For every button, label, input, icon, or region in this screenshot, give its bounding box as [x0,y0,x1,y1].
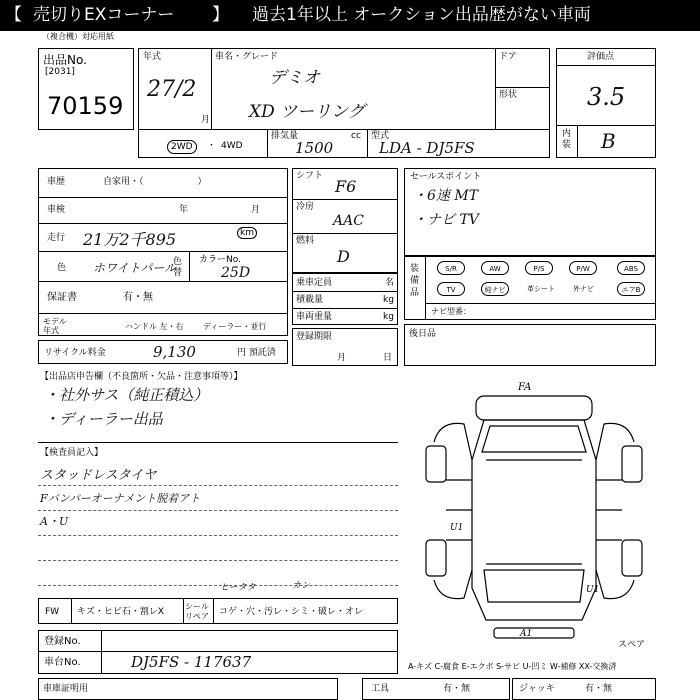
jack-options: 有・無 [585,684,613,694]
vehicle-info-box [138,48,550,158]
color-no-label: カラーNo. [199,255,241,265]
drive-separator: ・ [207,141,217,151]
garage-cert-box [38,678,338,700]
equip-leather-seat: 革シート [527,285,555,293]
shape-label: 形状 [499,90,518,100]
load-unit: kg [383,295,394,305]
garage-cert-label: 車庫証明用 [43,684,89,694]
equip-tv: TV [437,282,465,296]
color-value: ホワイトパール [93,261,177,275]
later-items-label: 後日品 [409,329,437,339]
interior-value: B [601,129,616,153]
fuel-label: 燃料 [296,236,315,246]
shaken-year-label: 年 [179,205,189,215]
load-label: 積載量 [296,295,324,305]
fw-items-2: コゲ・穴・汚レ・シミ・破レ・オレ [219,607,364,617]
diagram-left-mark: U1 [450,523,464,533]
color-label: 色 [57,263,67,273]
displacement-value: 1500 [295,139,334,157]
lot-code: [2031] [45,67,75,77]
fw-repair-label: リペア [185,612,209,621]
recycle-suffix: 円 預託済 [237,348,276,358]
mileage-label: 走行 [47,233,66,243]
displacement-label: 排気量 [271,131,299,141]
jack-label: ジャッキ [519,684,555,694]
recycle-label: リサイクル料金 [44,348,106,358]
riding-capacity-label: 乗車定員 [296,278,333,288]
fuel-value: D [337,247,350,266]
remarks-title: 【出品店申告欄（不良箇所・欠品・注意事項等）】 [40,372,243,382]
remarks-line-2: ・ディーラー出品 [44,410,163,428]
color-change-label: 色替 [173,257,183,278]
inspector-title: 【検査員記入】 [40,448,104,458]
model-year-label: モデル年式 [43,317,67,335]
inspector-line-1: スタッドレスタイヤ [40,468,157,483]
equip-sunroof: S/R [437,261,465,275]
recycle-value: 9,130 [153,343,196,361]
registration-no-label: 登録No. [44,636,81,647]
weight-unit: kg [383,312,394,322]
equip-abs: ABS [617,261,645,275]
header-banner [0,0,700,31]
history-options: 自家用・（ ） [103,177,207,187]
equip-alloy-wheel: AW [481,261,509,275]
fw-note-2: カン [292,581,311,591]
sales-point-1: ・6速 MT [413,188,479,204]
score-box [556,48,656,158]
equipment-box [404,256,656,320]
lot-box [38,48,134,130]
door-label: ドア [499,52,517,62]
recycle-box [38,340,288,364]
shaken-label: 車検 [47,205,66,215]
diagram-front-mark: FA [518,382,532,393]
equip-power-steering: P/S [525,261,553,275]
lot-title: 出品No. [43,53,87,67]
sales-point-box [404,168,656,256]
banner-notice: 過去1年以上 オークション出品歴がない車両 [252,5,591,25]
history-box [38,168,288,336]
color-no-value: 25D [221,265,251,281]
spare-label: スペア [618,640,646,650]
banner-close-bracket: 】 [212,5,229,25]
drive-4wd: 4WD [221,141,243,151]
warranty-label: 保証書 [47,292,77,303]
fw-items: キズ・ヒビ石・割レX [77,607,164,617]
chassis-no-label: 車台No. [44,657,81,668]
later-items-box [404,324,656,366]
warranty-options: 有・無 [123,292,153,303]
fw-label: FW [45,607,60,617]
equip-airbag: エアB [617,282,645,296]
equipment-label: 装備品 [410,264,420,298]
id-box [38,630,398,674]
interior-label: 内装 [562,129,572,150]
shaken-month-label: 月 [251,205,261,215]
registration-period-box [292,328,398,366]
shift-label: シフト [296,171,324,181]
registration-month: 月 [337,353,347,363]
equip-genuine-navi: 純ナビ [481,282,509,296]
grade-value: XD ツーリング [249,102,365,122]
equip-aftermarket-navi: 外ナビ [573,285,594,293]
inspector-line-2: Fバンパーオーナメント脱着アト [40,492,201,505]
inspector-line-3: A・U [40,515,69,528]
year-value: 27/2 [147,77,197,102]
equip-power-window: P/W [569,261,597,275]
handle-label: ハンドル 左・右 [125,322,184,331]
codes-legend: A-キズ C-腐食 E-エクボ S-サビ U-凹ミ W-補修 XX-交換済 [408,662,617,671]
jack-box [512,678,656,700]
registration-day: 日 [383,353,393,363]
banner-corner-title: 売切りEXコーナー [33,5,175,25]
header-note: （複合機）対応用紙 [42,32,114,41]
car-name-value: デミオ [269,68,320,88]
dealer-label: ディーラー・並行 [203,322,267,331]
shift-value: F6 [335,177,357,196]
sales-point-label: セールスポイント [410,172,482,182]
mileage-value: 21万2千895 [83,230,177,249]
registration-period-label: 登録期限 [296,332,333,342]
model-label: 型式 [371,131,390,141]
tools-options: 有・無 [443,684,471,694]
model-value: LDA - DJ5FS [379,139,475,157]
aircon-label: 冷房 [296,202,315,212]
lot-number: 70159 [47,92,124,120]
tools-label: 工具 [371,684,390,694]
remarks-line-1: ・社外サス（純正積込） [44,386,209,404]
navi-model-label: ナビ型番： [431,307,471,316]
year-label: 年式 [143,52,162,62]
history-label: 車歴 [47,177,66,187]
shift-box [292,168,398,273]
name-grade-label: 車名・グレード [215,52,279,62]
capacity-box [292,273,398,325]
chassis-no-value: DJ5FS - 117637 [131,653,252,671]
weight-label: 車両重量 [296,312,333,322]
fw-seal-label: シール [185,602,209,611]
tools-box [362,678,510,700]
drive-2wd: 2WD [167,140,197,154]
mileage-unit: km [237,227,257,239]
displacement-unit: cc [351,131,361,141]
aircon-value: AAC [333,213,364,229]
banner-open-bracket: 【 [5,5,22,25]
riding-capacity-unit: 名 [385,278,395,288]
score-value: 3.5 [587,83,626,111]
diagram-right-mark: U1 [586,585,600,595]
score-label: 評価点 [587,52,615,62]
month-suffix: 月 [201,115,211,125]
sales-point-2: ・ナビ TV [413,212,479,228]
car-damage-diagram [414,380,654,642]
fw-row [38,598,398,624]
diagram-bottom-mark: A1 [520,629,533,639]
fw-note-1: ヒータタ [220,583,256,593]
